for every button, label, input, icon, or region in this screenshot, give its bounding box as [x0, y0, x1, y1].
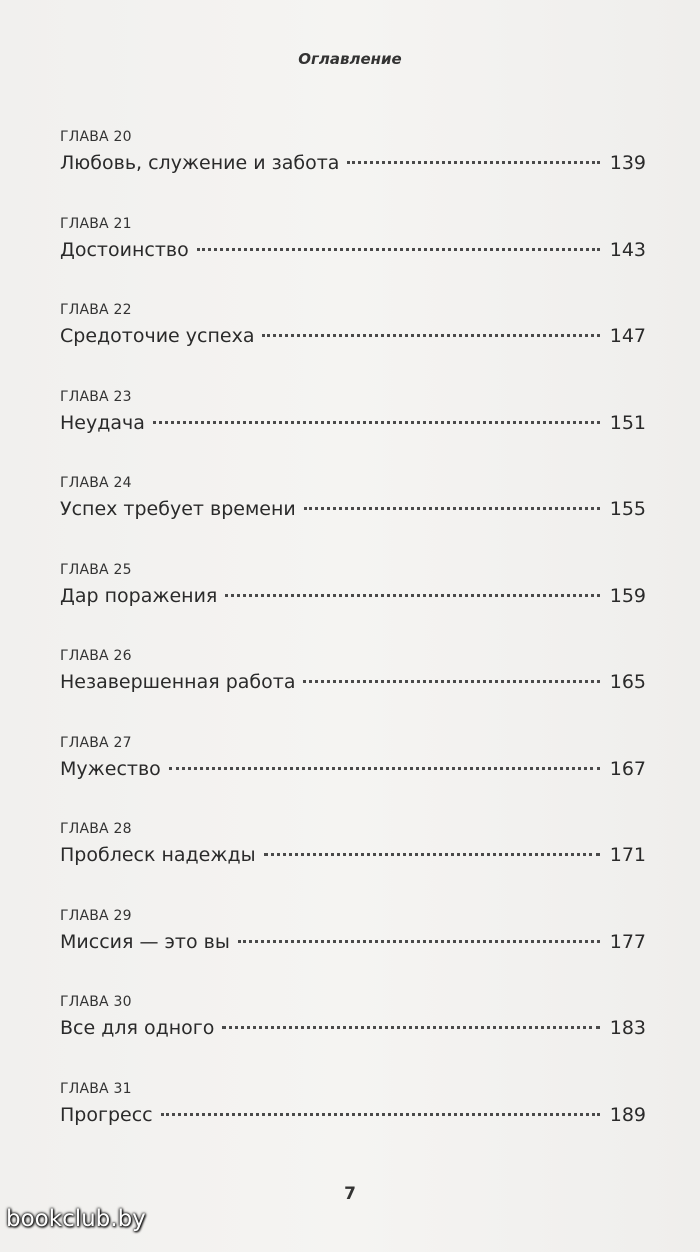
chapter-title: Достоинство: [60, 238, 189, 261]
chapter-title: Все для одного: [60, 1017, 215, 1039]
chapter-number: ГЛАВА 29: [60, 907, 132, 924]
chapter-title: Дар поражения: [60, 584, 218, 607]
chapter-title: Проблеск надежды: [60, 844, 256, 866]
toc-line: [60, 1101, 646, 1129]
page-ref: 147: [609, 325, 646, 347]
toc-line: [60, 841, 646, 869]
dot-leader: [304, 507, 600, 510]
chapter-number: ГЛАВА 20: [60, 129, 132, 145]
page-ref: 139: [609, 152, 646, 174]
page-ref: 159: [609, 584, 646, 607]
page-ref: 165: [609, 671, 646, 693]
dot-leader: [225, 594, 599, 597]
watermark: bookclub.by: [6, 1206, 146, 1232]
toc-entry: [60, 1078, 646, 1165]
chapter-number: ГЛАВА 25: [60, 561, 132, 578]
page-number: 7: [344, 1184, 356, 1204]
toc-line: [60, 582, 646, 610]
toc-entry: [60, 732, 646, 819]
toc-line: [60, 149, 646, 177]
toc-line: [60, 928, 646, 956]
page-ref: 183: [609, 1017, 646, 1039]
page-ref: 171: [609, 844, 646, 866]
toc-line: [60, 495, 646, 523]
page-header-title: Оглавление: [298, 50, 402, 68]
chapter-title: Прогресс: [60, 1103, 153, 1126]
chapter-title: Успех требует времени: [60, 498, 296, 520]
dot-leader: [262, 334, 599, 337]
page-ref: 177: [609, 930, 646, 953]
dot-leader: [347, 161, 599, 164]
page-ref: 167: [609, 757, 646, 780]
toc-entry: [60, 818, 646, 905]
page-ref: 151: [609, 411, 646, 434]
dot-leader: [264, 853, 600, 856]
dot-leader: [161, 1113, 600, 1116]
chapter-title: Мужество: [60, 757, 161, 780]
toc-entry: [60, 645, 646, 732]
page-ref: 143: [609, 238, 646, 261]
chapter-title: Средоточие успеха: [60, 325, 255, 347]
chapter-number: ГЛАВА 26: [60, 648, 132, 664]
toc-entry: [60, 559, 646, 646]
dot-leader: [169, 767, 600, 770]
chapter-number: ГЛАВА 22: [60, 302, 132, 318]
dot-leader: [238, 940, 600, 943]
toc-entry: [60, 991, 646, 1078]
chapter-number: ГЛАВА 30: [60, 994, 132, 1010]
toc-entry: [60, 472, 646, 559]
chapter-number: ГЛАВА 27: [60, 734, 132, 751]
toc-entry: [60, 213, 646, 300]
toc-entry: [60, 299, 646, 386]
toc-line: [60, 1014, 646, 1042]
chapter-number: ГЛАВА 31: [60, 1080, 132, 1097]
chapter-title: Незавершенная работа: [60, 671, 296, 693]
chapter-number: ГЛАВА 28: [60, 821, 132, 837]
toc-entry: [60, 386, 646, 473]
chapter-number: ГЛАВА 24: [60, 475, 132, 491]
dot-leader: [303, 680, 599, 683]
toc-line: [60, 322, 646, 350]
toc-entry: [60, 905, 646, 992]
toc-line: [60, 409, 646, 437]
toc-entry: [60, 126, 646, 213]
chapter-number: ГЛАВА 21: [60, 215, 132, 232]
page-ref: 155: [609, 498, 646, 520]
dot-leader: [153, 421, 600, 424]
toc-line: [60, 668, 646, 696]
toc-line: [60, 236, 646, 264]
table-of-contents: [60, 126, 646, 1164]
chapter-title: Неудача: [60, 411, 145, 434]
toc-line: [60, 755, 646, 783]
dot-leader: [197, 248, 600, 251]
dot-leader: [222, 1026, 599, 1029]
page-ref: 189: [609, 1103, 646, 1126]
chapter-number: ГЛАВА 23: [60, 388, 132, 405]
chapter-title: Любовь, служение и забота: [60, 152, 340, 174]
chapter-title: Миссия — это вы: [60, 930, 230, 953]
